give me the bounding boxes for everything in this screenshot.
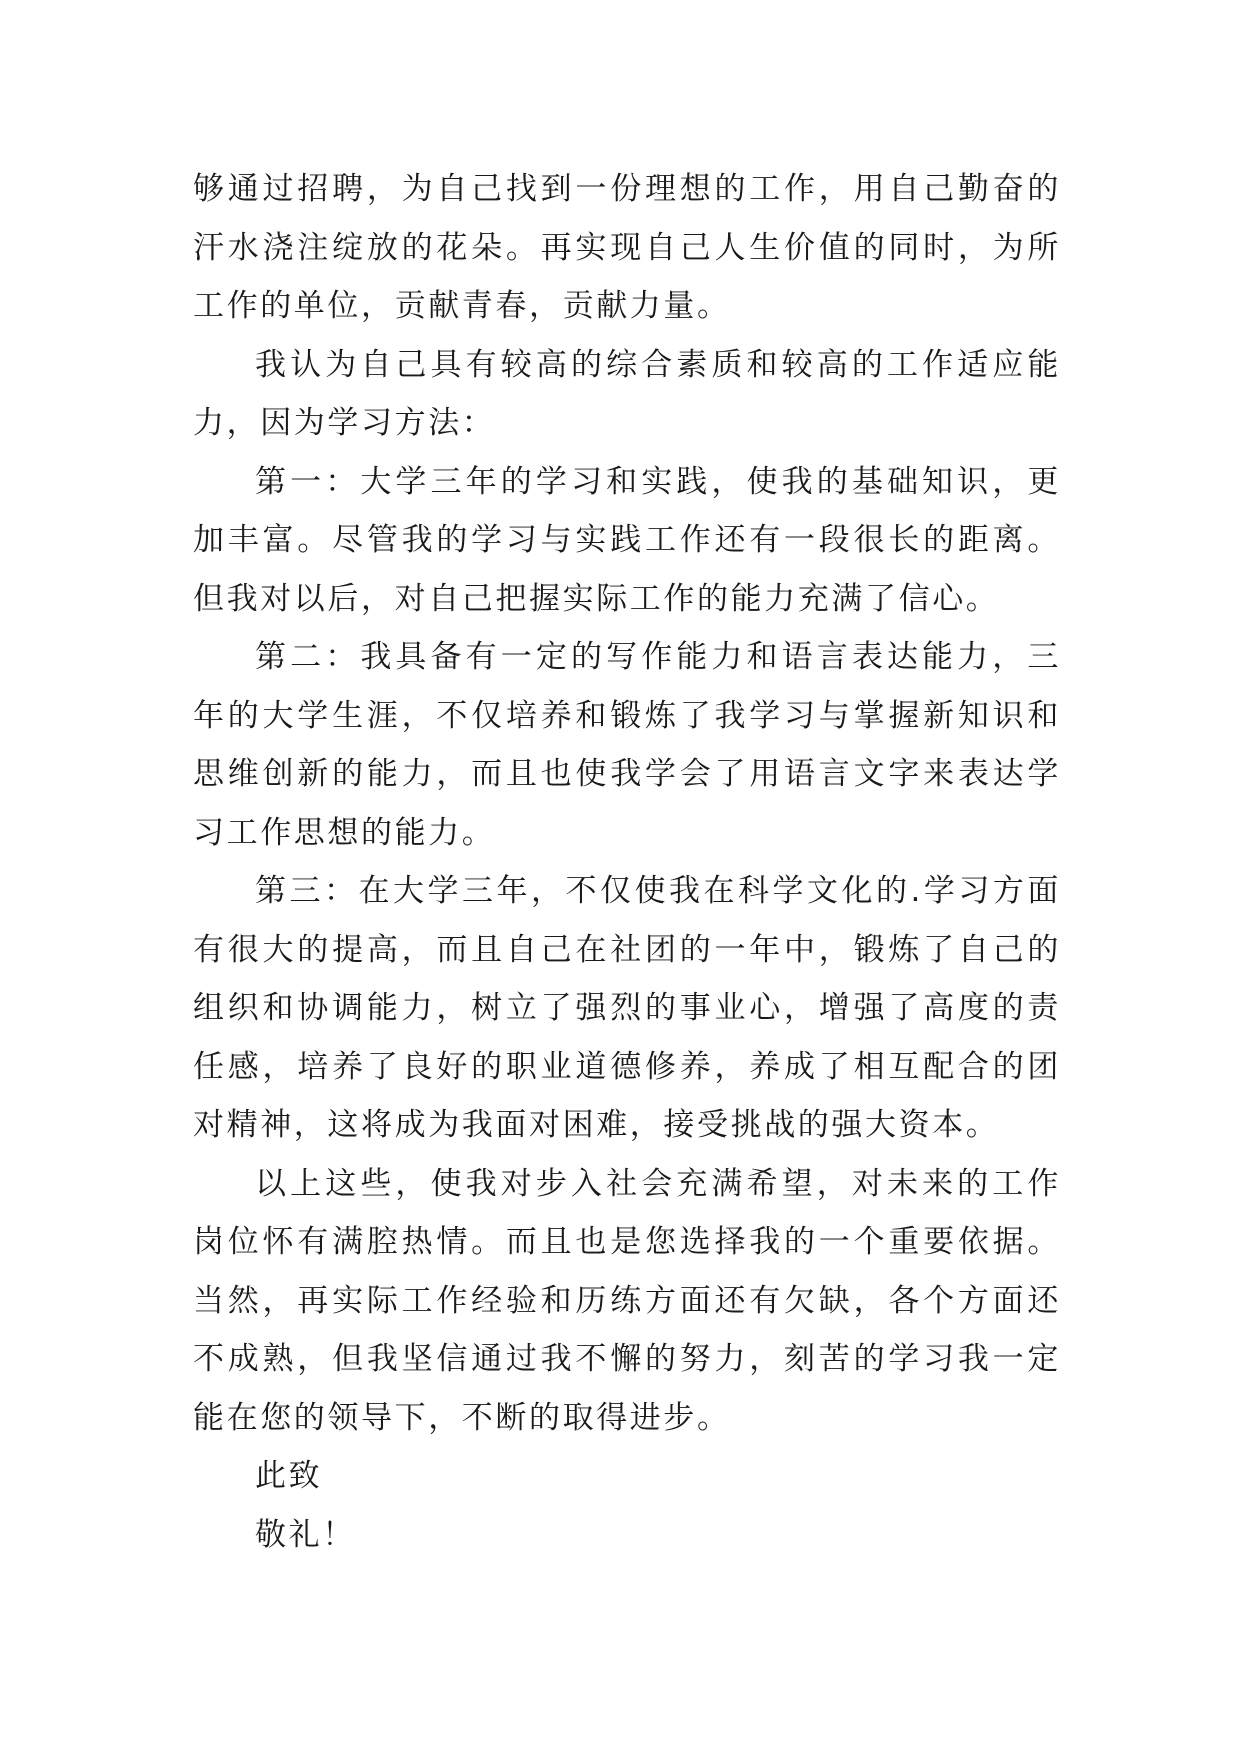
closing-regards: 敬礼！ xyxy=(255,1516,356,1553)
paragraph-5: 第三：在大学三年，不仅使我在科学文化的.学习方面有很大的提高，而且自己在社团的一年中，锻炼了自己的组织和协调能力，树立了强烈的事业心，增强了高度的责任感，培养了良好的职业道德修养，养成了相互配合的团对精神，这将成为我面对困难，接受挑战的强大资本。 xyxy=(193,873,1061,1143)
body-text xyxy=(193,160,1061,1564)
paragraph-1: 够通过招聘，为自己找到一份理想的工作，用自己勤奋的汗水浇注绽放的花朵。再实现自己人生价值的同时，为所工作的单位，贡献青春，贡献力量。 xyxy=(193,171,1061,324)
closing-salutation: 此致 xyxy=(255,1458,323,1494)
paragraph-6: 以上这些，使我对步入社会充满希望，对未来的工作岗位怀有满腔热情。而且也是您选择我的一个重要依据。当然，再实际工作经验和历练方面还有欠缺，各个方面还不成熟，但我坚信通过我不懈的努力，刻苦的学习我一定能在您的领导下，不断的取得进步。 xyxy=(193,1165,1061,1436)
paragraph-2: 我认为自己具有较高的综合素质和较高的工作适应能力，因为学习方法： xyxy=(193,346,1061,441)
paragraph-4: 第二：我具备有一定的写作能力和语言表达能力，三年的大学生涯，不仅培养和锻炼了我学习与掌握新知识和思维创新的能力，而且也使我学会了用语言文字来表达学习工作思想的能力。 xyxy=(193,639,1061,851)
paragraph-3: 第一：大学三年的学习和实践，使我的基础知识，更加丰富。尽管我的学习与实践工作还有一段很长的距离。但我对以后，对自己把握实际工作的能力充满了信心。 xyxy=(193,463,1061,617)
